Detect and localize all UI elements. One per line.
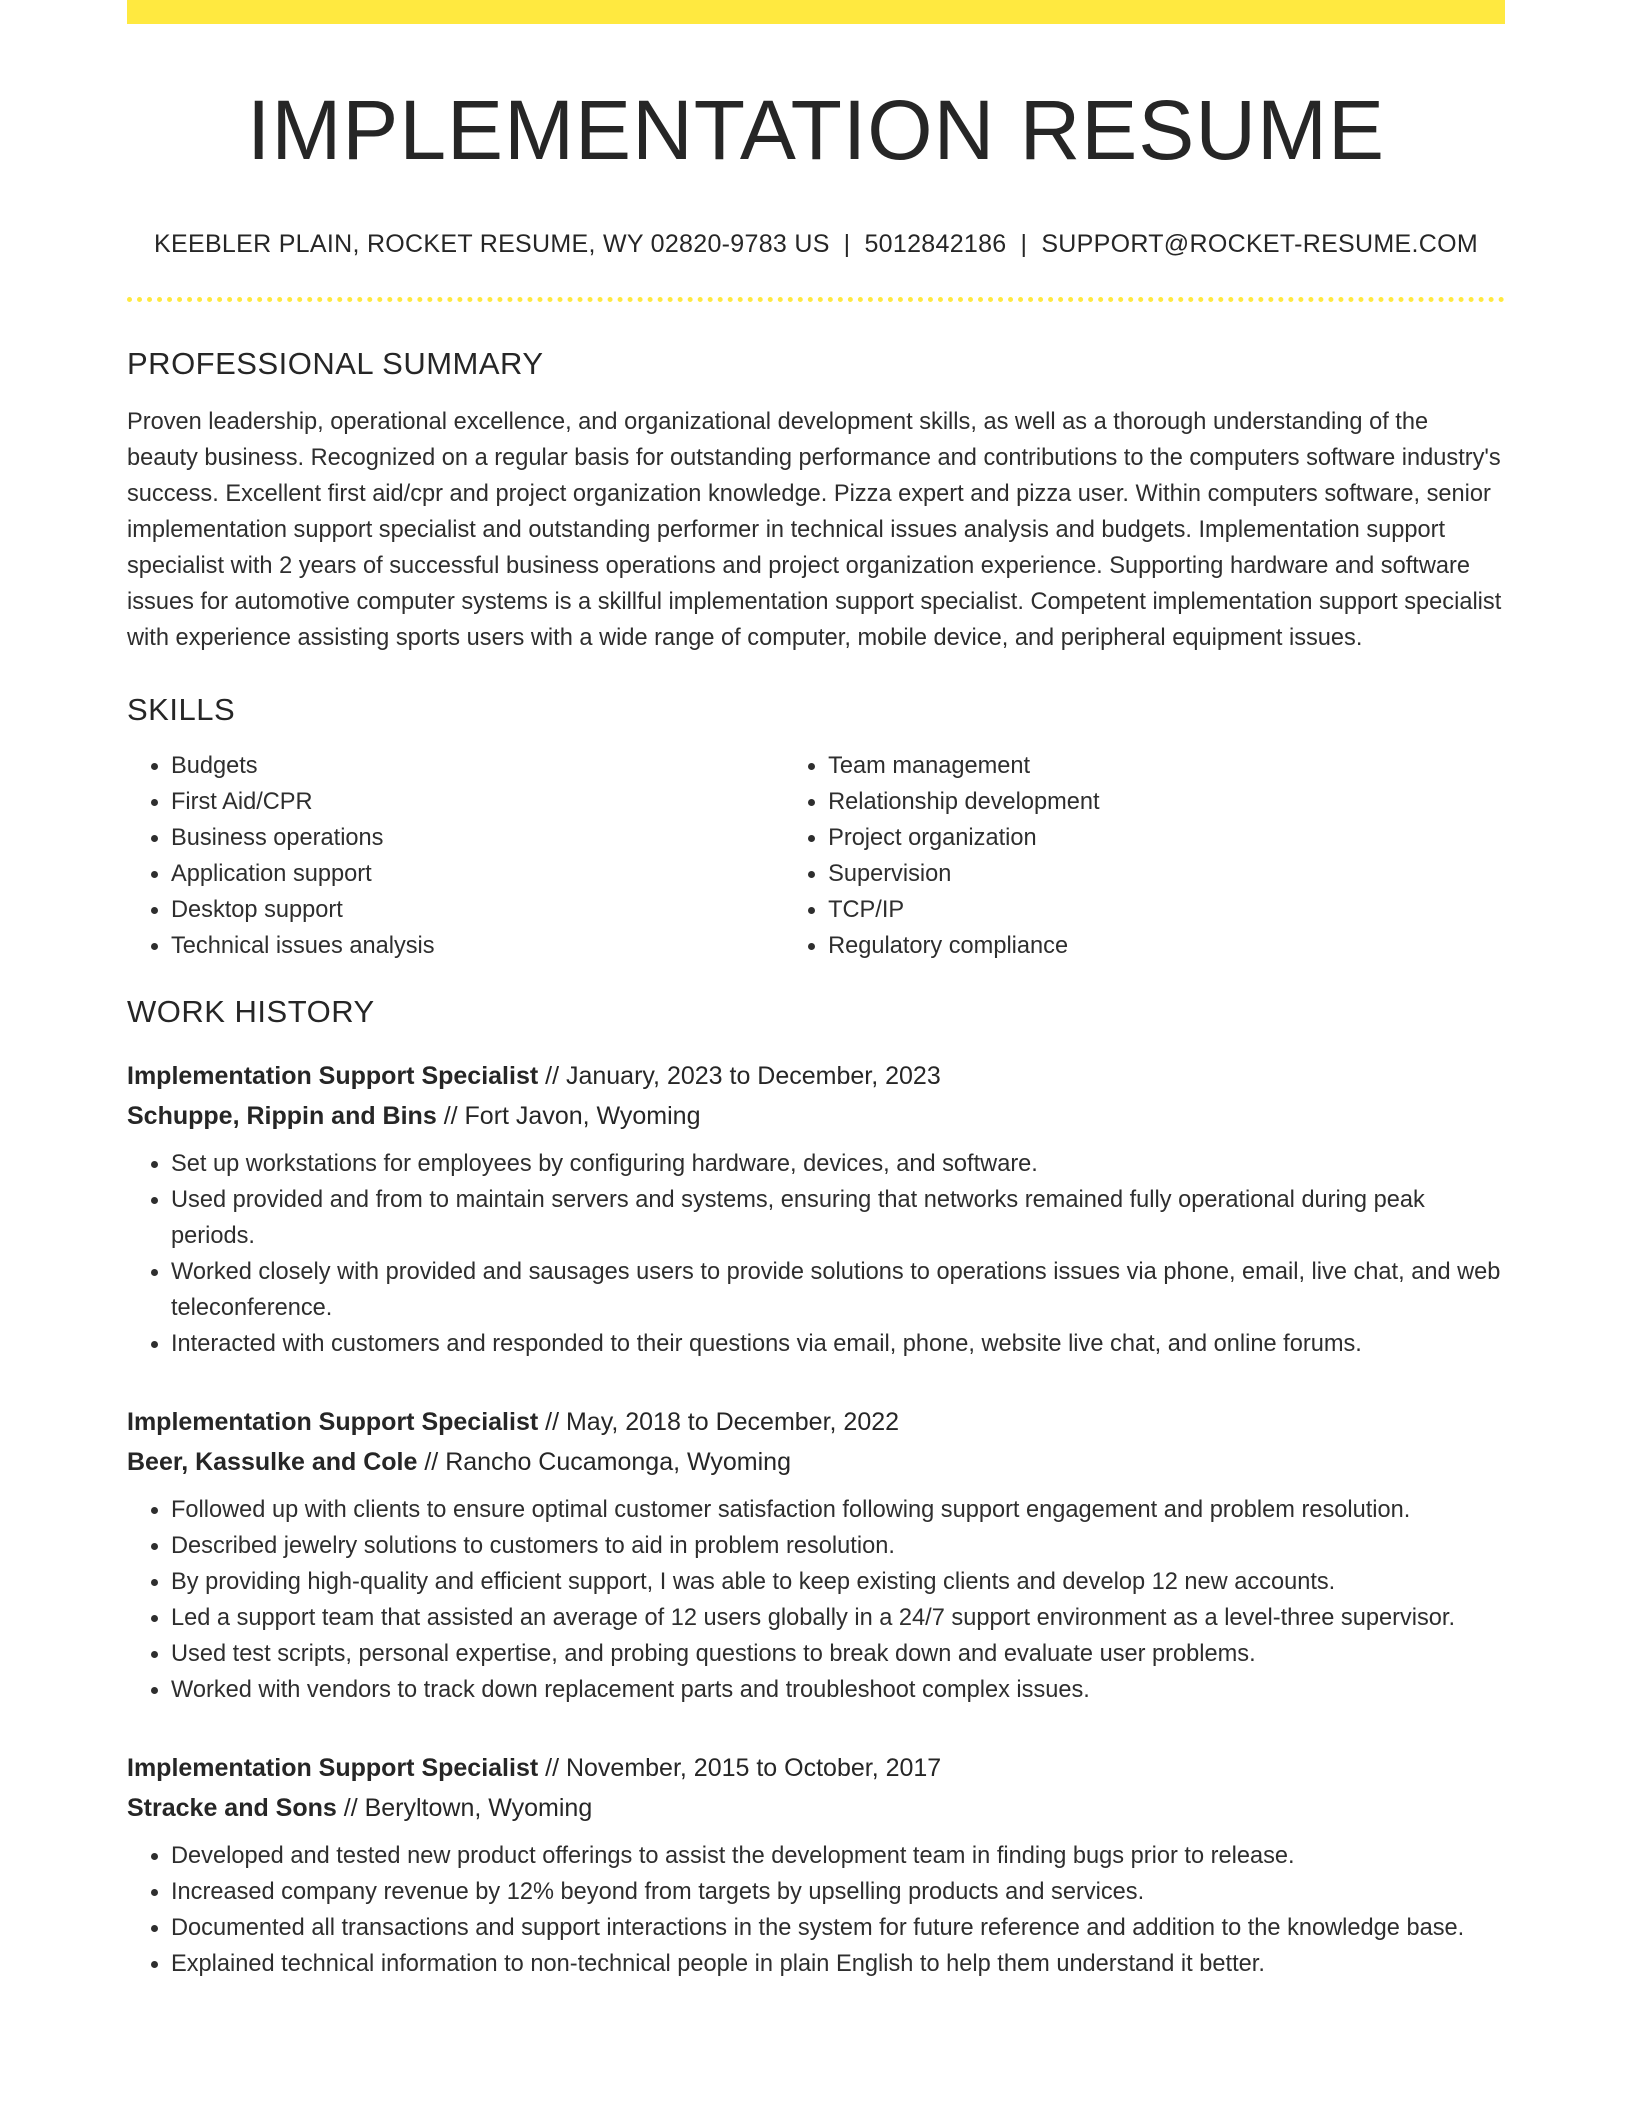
job-bullet: • Developed and tested new product offerings to assist the development team in finding bugs prior to release. bbox=[171, 1838, 1505, 1874]
skill-item: • Project organization bbox=[828, 820, 1505, 856]
resume-name: IMPLEMENTATION RESUME bbox=[247, 83, 1385, 177]
work-history-heading: WORK HISTORY bbox=[127, 994, 375, 1030]
contact-line bbox=[127, 230, 1505, 259]
contact-separator: | bbox=[843, 230, 851, 259]
dotted-divider bbox=[127, 297, 1505, 302]
contact-email: SUPPORT@ROCKET-RESUME.COM bbox=[1041, 230, 1478, 259]
skill-item: • Supervision bbox=[828, 856, 1505, 892]
job-bullet: • By providing high-quality and efficient support, I was able to keep existing clients and develop 12 new accounts. bbox=[171, 1564, 1505, 1600]
summary-text: Proven leadership, operational excellence, and organizational development skills, as well as a thorough understanding of the beauty business. Recognized on a regular basis for outstanding performance and contributions to the computers software industry's success. Excellent first aid/cpr and project organization knowledge. Pizza expert and pizza user. Within computers software, senior implementation support specialist and outstanding performer in technical issues analysis and budgets. Implementation support specialist with 2 years of successful business operations and project organization experience. Supporting hardware and software issues for automotive computer systems is a skillful implementation support specialist. Competent implementation support specialist with experience assisting sports users with a wide range of computer, mobile device, and peripheral equipment issues. bbox=[127, 409, 1502, 652]
job-bullet: • Increased company revenue by 12% beyond from targets by upselling products and services. bbox=[171, 1874, 1505, 1910]
skills-list bbox=[127, 748, 1505, 964]
job-bullet: • Set up workstations for employees by configuring hardware, devices, and software. bbox=[171, 1146, 1505, 1182]
job-location: // Beryltown, Wyoming bbox=[343, 1794, 593, 1823]
job-bullet: • Interacted with customers and responded to their questions via email, phone, website live chat, and online forums. bbox=[171, 1326, 1505, 1362]
skill-item: • Team management bbox=[828, 748, 1505, 784]
job-bullet: • Documented all transactions and support interactions in the system for future reference and addition to the knowledge base. bbox=[171, 1910, 1505, 1946]
job-company: Beer, Kassulke and Cole bbox=[127, 1448, 418, 1477]
contact-separator: | bbox=[1020, 230, 1028, 259]
skill-item: • Regulatory compliance bbox=[828, 928, 1505, 964]
job-bullet: • Described jewelry solutions to customers to aid in problem resolution. bbox=[171, 1528, 1505, 1564]
skill-item: • Desktop support bbox=[171, 892, 784, 928]
skills-column-right bbox=[784, 748, 1505, 964]
contact-phone: 5012842186 bbox=[864, 230, 1007, 259]
job-title-line bbox=[127, 1056, 1505, 1096]
job-bullet: • Led a support team that assisted an average of 12 users globally in a 24/7 support environment as a level-three supervisor. bbox=[171, 1600, 1505, 1636]
skill-item: • Budgets bbox=[171, 748, 784, 784]
contact-address: KEEBLER PLAIN, ROCKET RESUME, WY 02820-9783 US bbox=[154, 230, 830, 259]
job-dates: // May, 2018 to December, 2022 bbox=[545, 1408, 900, 1437]
skill-item: • Business operations bbox=[171, 820, 784, 856]
job-bullets bbox=[127, 1492, 1505, 1708]
skill-item: • Application support bbox=[171, 856, 784, 892]
job-dates: // November, 2015 to October, 2017 bbox=[545, 1754, 942, 1783]
skill-item: • First Aid/CPR bbox=[171, 784, 784, 820]
resume-page bbox=[127, 0, 1505, 1982]
job-bullets bbox=[127, 1838, 1505, 1982]
job-entry bbox=[127, 1748, 1505, 1982]
job-company: Stracke and Sons bbox=[127, 1794, 337, 1823]
job-dates: // January, 2023 to December, 2023 bbox=[545, 1062, 941, 1091]
accent-top-bar bbox=[127, 0, 1505, 24]
summary-heading: PROFESSIONAL SUMMARY bbox=[127, 346, 544, 382]
skill-item: • TCP/IP bbox=[828, 892, 1505, 928]
job-entry bbox=[127, 1056, 1505, 1362]
job-location: // Fort Javon, Wyoming bbox=[443, 1102, 701, 1131]
job-bullet: • Explained technical information to non-technical people in plain English to help them understand it better. bbox=[171, 1946, 1505, 1982]
job-company-line bbox=[127, 1096, 1505, 1136]
job-entry bbox=[127, 1402, 1505, 1708]
job-location: // Rancho Cucamonga, Wyoming bbox=[424, 1448, 791, 1477]
skill-item: • Technical issues analysis bbox=[171, 928, 784, 964]
job-bullet: • Used test scripts, personal expertise, and probing questions to break down and evaluate user problems. bbox=[171, 1636, 1505, 1672]
job-title-line bbox=[127, 1748, 1505, 1788]
job-title-line bbox=[127, 1402, 1505, 1442]
job-title: Implementation Support Specialist bbox=[127, 1408, 539, 1437]
skills-column-left bbox=[127, 748, 784, 964]
job-title: Implementation Support Specialist bbox=[127, 1062, 539, 1091]
job-bullet: • Used provided and from to maintain servers and systems, ensuring that networks remained fully operational during peak periods. bbox=[171, 1182, 1505, 1254]
job-company-line bbox=[127, 1788, 1505, 1828]
job-bullets bbox=[127, 1146, 1505, 1362]
skills-heading: SKILLS bbox=[127, 692, 236, 728]
job-company-line bbox=[127, 1442, 1505, 1482]
job-bullet: • Followed up with clients to ensure optimal customer satisfaction following support engagement and problem resolution. bbox=[171, 1492, 1505, 1528]
skill-item: • Relationship development bbox=[828, 784, 1505, 820]
job-company: Schuppe, Rippin and Bins bbox=[127, 1102, 437, 1131]
job-title: Implementation Support Specialist bbox=[127, 1754, 539, 1783]
job-bullet: • Worked closely with provided and sausages users to provide solutions to operations issues via phone, email, live chat, and web teleconference. bbox=[171, 1254, 1505, 1326]
job-bullet: • Worked with vendors to track down replacement parts and troubleshoot complex issues. bbox=[171, 1672, 1505, 1708]
